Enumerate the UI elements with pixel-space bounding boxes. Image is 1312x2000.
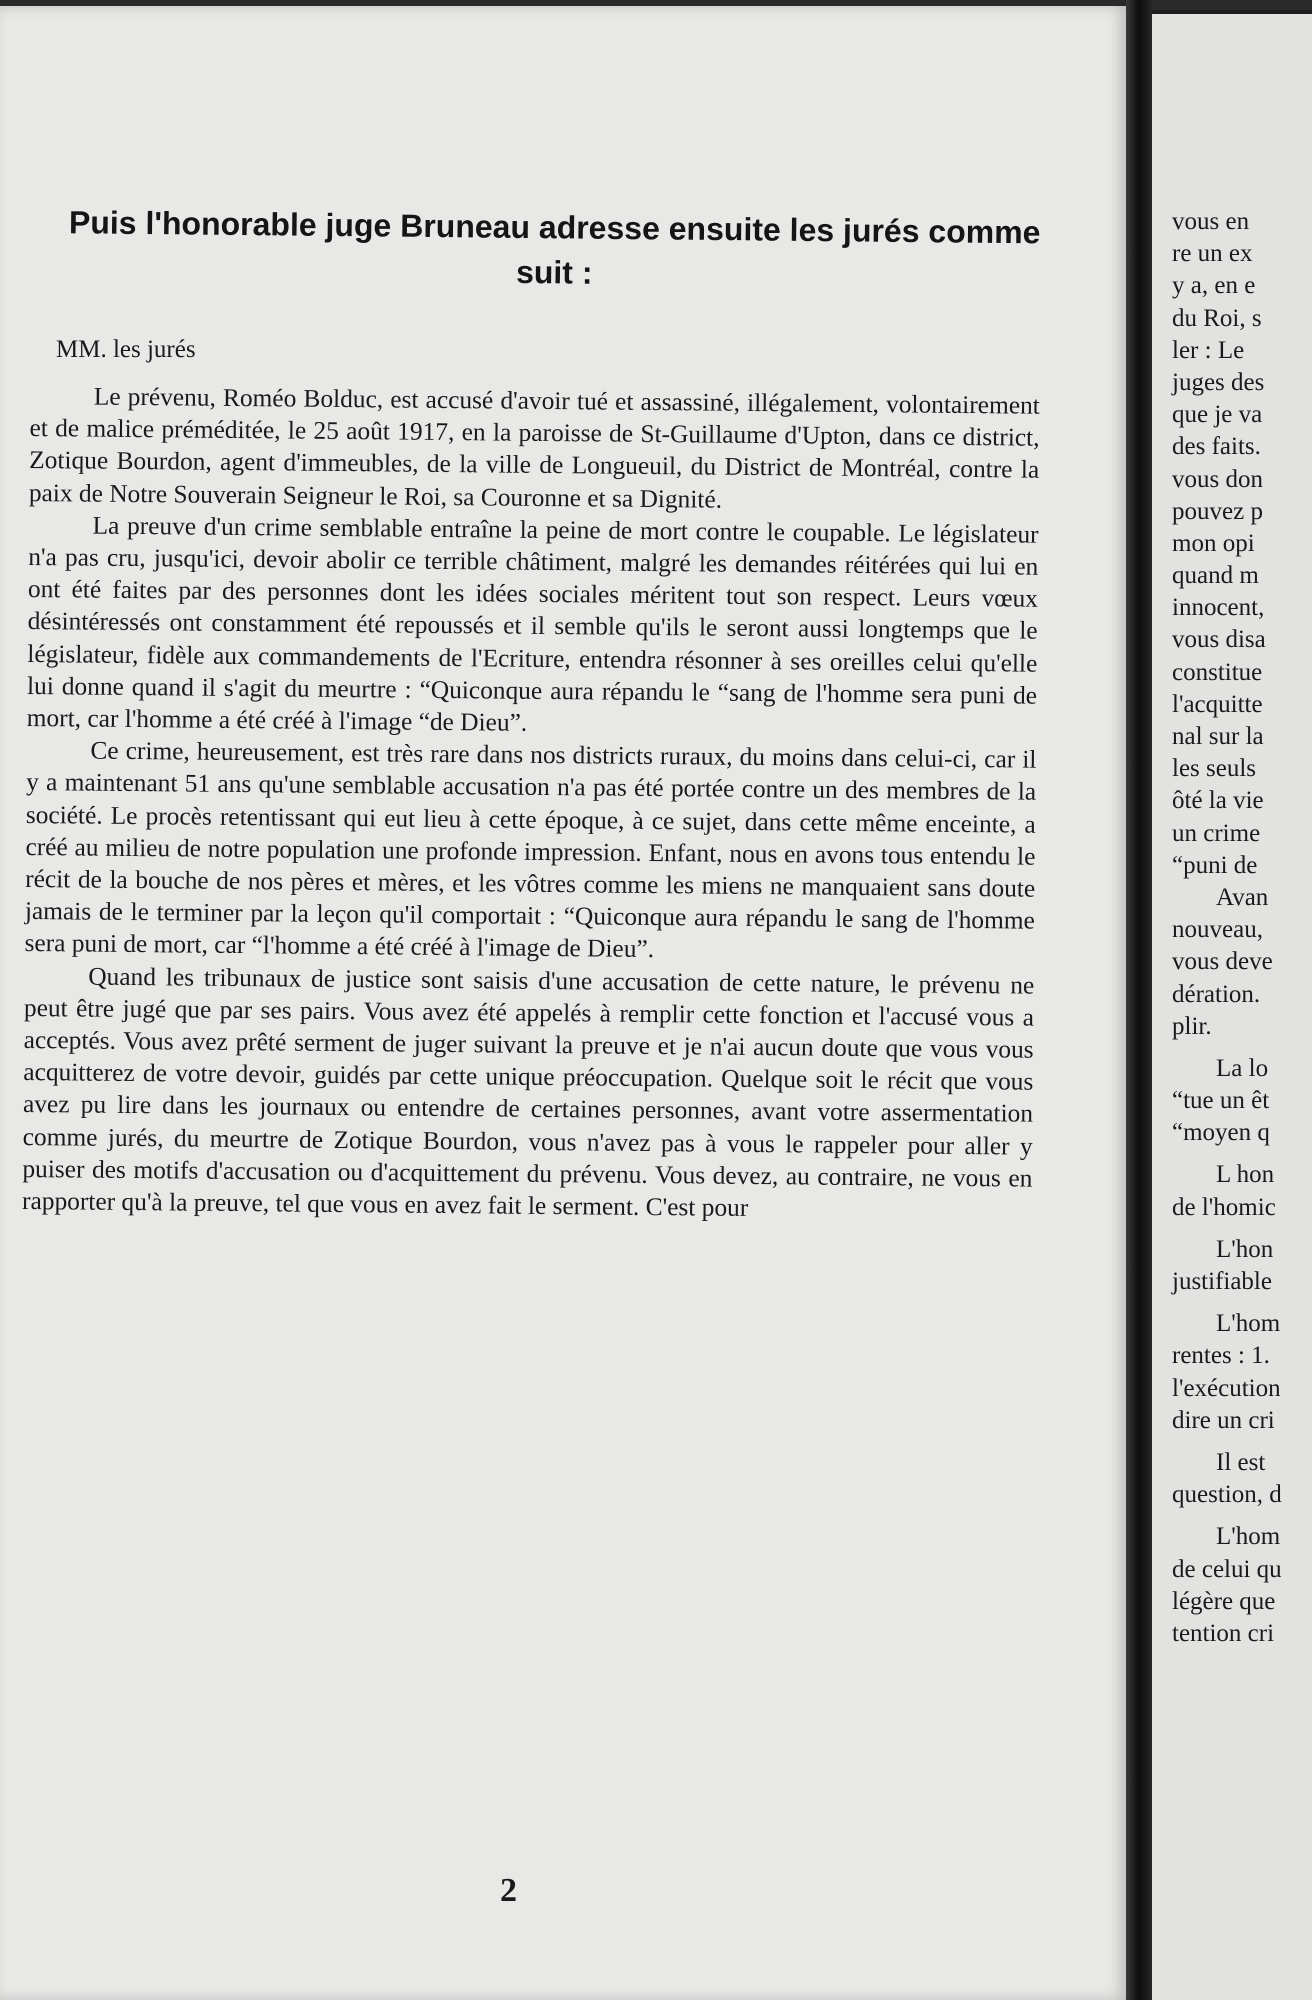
right-page-line: nal sur la bbox=[1172, 723, 1264, 750]
right-page-line: quand m bbox=[1172, 562, 1259, 590]
paragraph: Ce crime, heureusement, est très rare dans nos districts ruraux, du moins dans celui-ci, car il y a maintenant 51 ans qu'une semblable accusation n'a pas été portée contre un des membres de la société. Le procès retentissant qui eut lieu à cette époque, à ce sujet, dans cette même enceinte, a créé au milieu de notre population une profonde impression. Enfant, nous en avons tous entendu le récit de la bouche de nos pères et mères, et les vôtres comme les miens ne manquaient sans doute jamais de le terminer par la leçon qu'il comportait : “Quiconque aura répandu le sang de l'homme sera puni de mort, car “l'homme a été créé à l'image de Dieu”. bbox=[24, 736, 1037, 964]
right-page-line: La lo bbox=[1216, 1054, 1269, 1082]
salutation: MM. les jurés bbox=[56, 336, 196, 363]
right-page-line: juges des bbox=[1172, 368, 1265, 396]
right-page-line: L hon bbox=[1216, 1161, 1275, 1189]
right-page-line: y a, en e bbox=[1172, 272, 1256, 300]
right-page-line: vous disa bbox=[1172, 626, 1266, 654]
right-page-line: ôté la vie bbox=[1172, 787, 1264, 815]
right-page-line: de l'homic bbox=[1172, 1193, 1276, 1221]
right-page-line: constitue bbox=[1172, 658, 1263, 686]
right-page-line: Avan bbox=[1216, 883, 1269, 911]
right-page-line: les seuls bbox=[1172, 755, 1257, 783]
right-page-line: dération. bbox=[1172, 980, 1261, 1008]
right-page-line: justifiable bbox=[1172, 1268, 1272, 1295]
page-heading: Puis l'honorable juge Bruneau adresse ensuite les jurés comme suit : bbox=[68, 204, 1041, 291]
right-page-line: l'exécution bbox=[1172, 1374, 1281, 1402]
right-page-line: L'hom bbox=[1216, 1310, 1281, 1338]
right-page-line: vous en bbox=[1172, 208, 1250, 235]
right-page-line: de celui qu bbox=[1172, 1555, 1282, 1583]
right-page-line: “tue un êt bbox=[1172, 1087, 1270, 1115]
right-page-line: “puni de bbox=[1172, 851, 1258, 879]
right-page-line: L'hon bbox=[1216, 1235, 1274, 1263]
right-page-line: innocent, bbox=[1172, 594, 1265, 622]
right-page-line: plir. bbox=[1172, 1012, 1212, 1040]
right-page-line: des faits. bbox=[1172, 433, 1261, 461]
right-page-line: du Roi, s bbox=[1172, 304, 1262, 332]
right-page-line: l'acquitte bbox=[1172, 690, 1263, 718]
right-page-line: pouvez p bbox=[1172, 497, 1263, 525]
page-number: 2 bbox=[500, 1872, 517, 1909]
right-page-line: tention cri bbox=[1172, 1619, 1275, 1647]
right-page-line: nouveau, bbox=[1172, 916, 1263, 944]
right-page-line: vous don bbox=[1172, 465, 1263, 493]
book-gutter bbox=[1126, 0, 1152, 2000]
right-page-line: que je va bbox=[1172, 401, 1263, 429]
right-page-text bbox=[1172, 206, 1312, 1650]
right-page bbox=[1152, 14, 1312, 2000]
right-page-line: re un ex bbox=[1172, 240, 1253, 268]
right-page-line: mon opi bbox=[1172, 529, 1255, 557]
paragraph: Le prévenu, Roméo Bolduc, est accusé d'avoir tué et assassiné, illégalement, volontairement et de malice préméditée, le 25 août 1917, en la paroisse de St-Guillaume d'Upton, dans ce district, Zotique Bourdon, agent d'immeubles, de la ville de Longueuil, du District de Montréal, contre la paix de Notre Souverain Seigneur le Roi, sa Couronne et sa Dignité. bbox=[28, 382, 1040, 514]
right-page-line: vous deve bbox=[1172, 948, 1273, 976]
right-page-line: rentes : 1. bbox=[1172, 1342, 1270, 1370]
paragraph: Quand les tribunaux de justice sont saisis d'une accusation de cette nature, le prévenu ne peut être jugé que par ses pairs. Vous avez été appelés à remplir cette fonction et l'accusé vous a acceptés. Vous avez prêté serment de juger suivant la preuve et je n'ai aucun doute que vous vous acquitterez de votre devoir, guidés par cette unique préoccupation. Quelque soit le récit que vous avez pu lire dans les journaux ou entendre de certaines personnes, avant votre assermentation comme jurés, du meurtre de Zotique Bourdon, vous n'avez pas à vous le rappeler pour aller y puiser des motifs d'accusation ou d'acquittement du prévenu. Vous devez, au contraire, ne vous en rapporter qu'à la preuve, tel que vous en avez fait le serment. C'est pour bbox=[21, 962, 1035, 1223]
right-page-line: un crime bbox=[1172, 819, 1261, 847]
right-page-line: “moyen q bbox=[1172, 1119, 1270, 1147]
right-page-line: ler : Le bbox=[1172, 336, 1245, 364]
right-page-line: Il est bbox=[1216, 1448, 1266, 1476]
right-page-line: légère que bbox=[1172, 1587, 1276, 1615]
right-page-line: L'hom bbox=[1216, 1523, 1281, 1551]
right-page-line: dire un cri bbox=[1172, 1406, 1275, 1434]
paragraph: La preuve d'un crime semblable entraîne la peine de mort contre le coupable. Le législateur n'a pas cru, jusqu'ici, devoir abolir ce terrible châtiment, malgré les demandes réitérées qui lui en ont été faites par des personnes dont les idées sociales méritent tout son respect. Leurs vœux désintéressés ont constamment été repoussés et il semble qu'ils le seront aussi longtemps que le législateur, fidèle aux commandements de l'Ecriture, entendra résonner à ses oreilles celui qu'elle lui donne quand il s'agit du meurtre : “Quiconque aura répandu le “sang de l'homme sera puni de mort, car l'homme a été créé à l'image “de Dieu”. bbox=[26, 511, 1039, 737]
right-page-line: question, d bbox=[1172, 1481, 1282, 1509]
body-text bbox=[22, 380, 1040, 1227]
left-page bbox=[0, 6, 1126, 2000]
